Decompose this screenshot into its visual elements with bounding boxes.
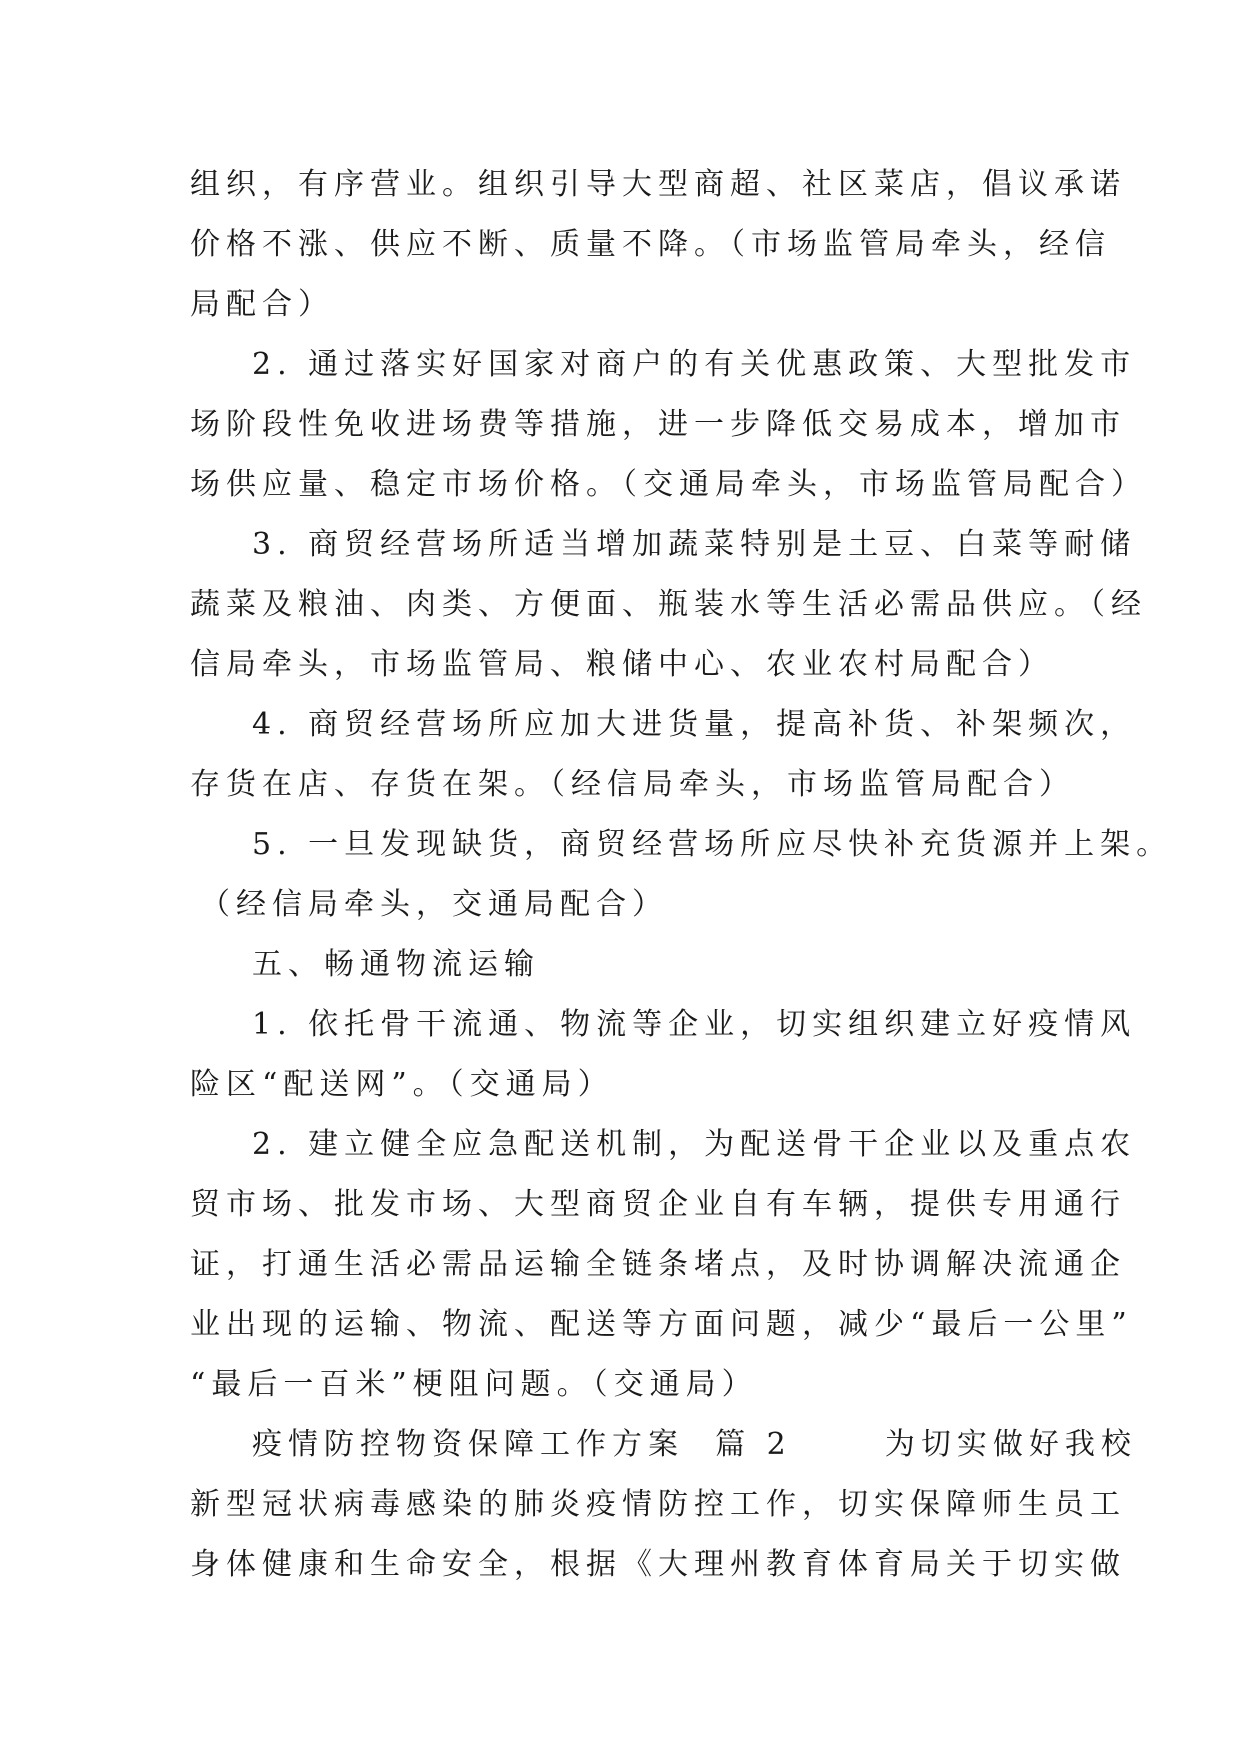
text-line: 4. 商贸经营场所应加大进货量，提高补货、补架频次， [252, 707, 1137, 742]
text-line: 贸市场、批发市场、大型商贸企业自有车辆，提供专用通行 [190, 1187, 1126, 1222]
text-line: 价格不涨、供应不断、质量不降。（市场监管局牵头，经信 [190, 227, 1111, 262]
text-line: 险区“配送网”。（交通局） [190, 1067, 614, 1102]
document-body [190, 155, 1173, 1595]
text-line: “最后一百米”梗阻问题。（交通局） [190, 1367, 758, 1402]
text-line: 业出现的运输、物流、配送等方面问题，减少“最后一公里” [190, 1307, 1133, 1342]
text-line: 场阶段性免收进场费等措施，进一步降低交易成本，增加市 [190, 407, 1126, 442]
text-line: 蔬菜及粮油、肉类、方便面、瓶装水等生活必需品供应。（经 [190, 587, 1147, 622]
text-line: 疫情防控物资保障工作方案 篇 2 为切实做好我校 [252, 1427, 1137, 1462]
text-line: 2. 建立健全应急配送机制，为配送骨干企业以及重点农 [252, 1127, 1137, 1162]
text-line: 存货在店、存货在架。（经信局牵头，市场监管局配合） [190, 767, 1075, 802]
text-line: 组织，有序营业。组织引导大型商超、社区菜店，倡议承诺 [190, 167, 1126, 202]
text-line: 身体健康和生命安全，根据《大理州教育体育局关于切实做 [190, 1547, 1126, 1582]
text-line: 3. 商贸经营场所适当增加蔬菜特别是土豆、白菜等耐储 [252, 527, 1137, 562]
text-line: 新型冠状病毒感染的肺炎疫情防控工作，切实保障师生员工 [190, 1487, 1126, 1522]
section-heading: 五、畅通物流运输 [252, 947, 540, 982]
text-line: 证，打通生活必需品运输全链条堵点，及时协调解决流通企 [190, 1247, 1126, 1282]
text-line: 场供应量、稳定市场价格。（交通局牵头，市场监管局配合） [190, 467, 1147, 502]
text-line: 局配合） [190, 287, 334, 322]
text-line: 1. 依托骨干流通、物流等企业，切实组织建立好疫情风 [252, 1007, 1137, 1042]
text-line: 2. 通过落实好国家对商户的有关优惠政策、大型批发市 [252, 347, 1137, 382]
text-line: 5. 一旦发现缺货，商贸经营场所应尽快补充货源并上架。 [252, 827, 1173, 862]
text-line: （经信局牵头，交通局配合） [200, 887, 668, 922]
text-line: 信局牵头，市场监管局、粮储中心、农业农村局配合） [190, 647, 1054, 682]
